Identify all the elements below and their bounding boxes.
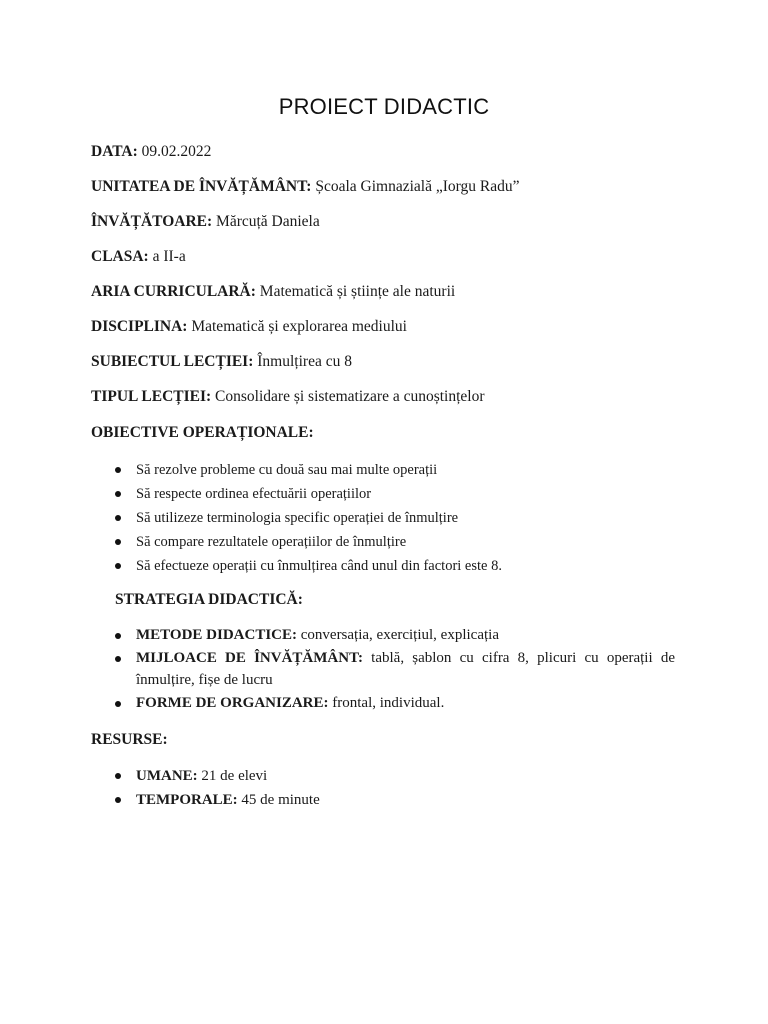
list-item [115,647,675,692]
item-value: 45 de minute [241,792,320,808]
field-label: ARIA CURRICULARĂ: [91,283,256,300]
objectives-list [115,458,502,578]
item-value: conversația, exercițiul, explicația [300,627,499,643]
item-value: tablă, șablon cu cifra 8, plicuri cu operații de înmulțire, fișe de lucru [136,649,676,688]
item-label: UMANE: [136,768,198,784]
list-item: Să rezolve probleme cu două sau mai multe operații [115,458,502,482]
field-label: DATA: [91,143,138,160]
field-label: DISCIPLINA: [91,318,188,335]
list-item: Să compare rezultatele operațiilor de înmulțire [115,530,502,554]
list-item [115,788,320,812]
field-aria-curriculara [91,283,455,301]
field-tipul-lectiei [91,388,485,406]
document-title: PROIECT DIDACTIC [278,94,490,119]
field-label: UNITATEA DE ÎNVĂȚĂMÂNT: [91,178,312,195]
list-item: Să respecte ordinea efectuării operațiilor [115,482,502,506]
field-value: Consolidare și sistematizare a cunoștințelor [215,388,485,405]
item-label: TEMPORALE: [136,792,238,808]
list-item [115,692,675,715]
item-value: frontal, individual. [332,694,445,711]
list-item [115,624,675,647]
field-invatatoare [91,213,320,231]
field-value: Matematică și explorarea mediului [191,318,407,335]
field-unitatea [91,178,520,196]
item-label: MIJLOACE DE ÎNVĂȚĂMÂNT: [136,649,363,666]
field-label: ÎNVĂȚĂTOARE: [91,213,213,230]
item-label: FORME DE ORGANIZARE: [136,694,329,711]
objectives-heading: OBIECTIVE OPERAȚIONALE: [91,424,314,441]
resources-list [115,764,320,812]
field-label: CLASA: [91,248,149,265]
field-subiectul-lectiei [91,353,352,371]
list-item [115,764,320,788]
field-data [91,143,211,161]
resources-heading: RESURSE: [91,731,168,748]
strategy-list [115,624,675,714]
field-value: Matematică și științe ale naturii [259,283,456,300]
field-label: TIPUL LECȚIEI: [91,388,212,405]
field-value: Mărcuță Daniela [216,213,320,230]
field-value: 09.02.2022 [141,143,212,160]
list-item: Să utilizeze terminologia specific operației de înmulțire [115,506,502,530]
field-clasa [91,248,186,266]
field-value: Înmulțirea cu 8 [257,353,352,370]
field-value: Școala Gimnazială „Iorgu Radu” [315,178,520,195]
item-label: METODE DIDACTICE: [136,627,297,643]
field-value: a II-a [152,248,186,265]
item-value: 21 de elevi [201,768,268,784]
field-disciplina [91,318,407,336]
list-item: Să efectueze operații cu înmulțirea când unul din factori este 8. [115,554,502,578]
field-label: SUBIECTUL LECȚIEI: [91,353,254,370]
strategy-heading: STRATEGIA DIDACTICĂ: [115,591,303,608]
